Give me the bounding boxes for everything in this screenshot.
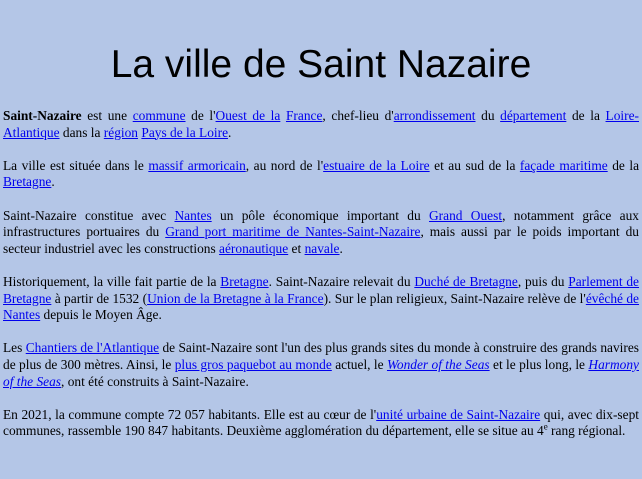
link-grand-ouest[interactable]: Grand Ouest (429, 207, 503, 223)
link-facade-maritime[interactable]: façade maritime (519, 157, 608, 173)
link-region[interactable]: région (103, 124, 139, 140)
link-navale[interactable]: navale (304, 240, 340, 256)
paragraph-shipyards: Les Chantiers de l'Atlantique de Saint-Nazaire sont l'un des plus grands sites du monde à construire des grands navires de plus de 300 mètres. Ainsi, le plus gros paquebot au monde actuel, le Wonder of the Seas et le plus long, le Harmony of the Seas, ont été construits à Saint-Nazaire. (3, 340, 640, 389)
link-nantes[interactable]: Nantes (174, 207, 212, 223)
superscript-e: e (543, 421, 548, 432)
link-ouest-de-la[interactable]: Ouest de la (215, 108, 281, 123)
link-aeronautique[interactable]: aéronautique (219, 240, 289, 256)
page-title: La ville de Saint Nazaire (110, 43, 532, 86)
link-arrondissement[interactable]: arrondissement (393, 108, 476, 123)
article-content (3, 108, 639, 440)
link-departement[interactable]: département (500, 108, 567, 123)
link-france[interactable]: France (285, 108, 323, 123)
paragraph-economy: Saint-Nazaire constitue avec Nantes un pôle économique important du Grand Ouest, notamment grâce aux infrastructures portuaires du Grand port maritime de Nantes-Saint-Nazaire, mais aussi par le poids important du secteur industriel avec les constructions aéronautique et navale. (3, 207, 639, 256)
link-eveche-de-nantes[interactable]: évêché de Nantes (3, 290, 640, 323)
paragraph-population: En 2021, la commune compte 72 057 habitants. Elle est au cœur de l'unité urbaine de Saint-Nazaire qui, avec dix-sept communes, rassemble 190 847 habitants. Deuxième agglomération du département, elle se situe au 4e rang régional. (3, 406, 640, 439)
link-estuaire-de-la-loire[interactable]: estuaire de la Loire (323, 157, 430, 173)
link-chantiers-de-l-atlantique[interactable]: Chantiers de l'Atlantique (25, 340, 160, 356)
bold-city-name: Saint-Nazaire (3, 108, 82, 123)
link-unite-urbaine[interactable]: unité urbaine de Saint-Nazaire (376, 406, 541, 422)
link-plus-gros-paquebot[interactable]: plus gros paquebot au monde (174, 356, 332, 372)
link-union-de-la-bretagne[interactable]: Union de la Bretagne à la France (147, 290, 324, 306)
link-harmony-of-the-seas[interactable]: Harmony of the Seas (3, 356, 639, 389)
paragraph-intro: Saint-Nazaire est une commune de l'Ouest de la France, chef-lieu d'arrondissement du département de la Loire-Atlantique dans la région Pays de la Loire. (3, 108, 639, 140)
link-bretagne-history[interactable]: Bretagne (220, 273, 269, 289)
paragraph-geography: La ville est située dans le massif armoricain, au nord de l'estuaire de la Loire et au sud de la façade maritime de la Bretagne. (3, 157, 640, 190)
link-massif-armoricain[interactable]: massif armoricain (148, 157, 246, 173)
link-bretagne[interactable]: Bretagne (3, 174, 52, 190)
link-pays-de-la-loire[interactable]: Pays de la Loire (141, 124, 229, 140)
link-parlement-de-bretagne[interactable]: Parlement de Bretagne (3, 273, 640, 306)
link-grand-port-maritime[interactable]: Grand port maritime de Nantes-Saint-Nazaire (165, 224, 421, 240)
paragraph-history: Historiquement, la ville fait partie de la Bretagne. Saint-Nazaire relevait du Duché de Bretagne, puis du Parlement de Bretagne à partir de 1532 (Union de la Bretagne à la France). Sur le plan religieux, Saint-Nazaire relève de l'évêché de Nantes depuis le Moyen Âge. (3, 273, 640, 323)
link-loire-atlantique[interactable]: Loire-Atlantique (3, 108, 639, 140)
link-commune[interactable]: commune (132, 108, 186, 123)
link-wonder-of-the-seas[interactable]: Wonder of the Seas (386, 356, 490, 372)
link-duche-de-bretagne[interactable]: Duché de Bretagne (414, 273, 518, 289)
